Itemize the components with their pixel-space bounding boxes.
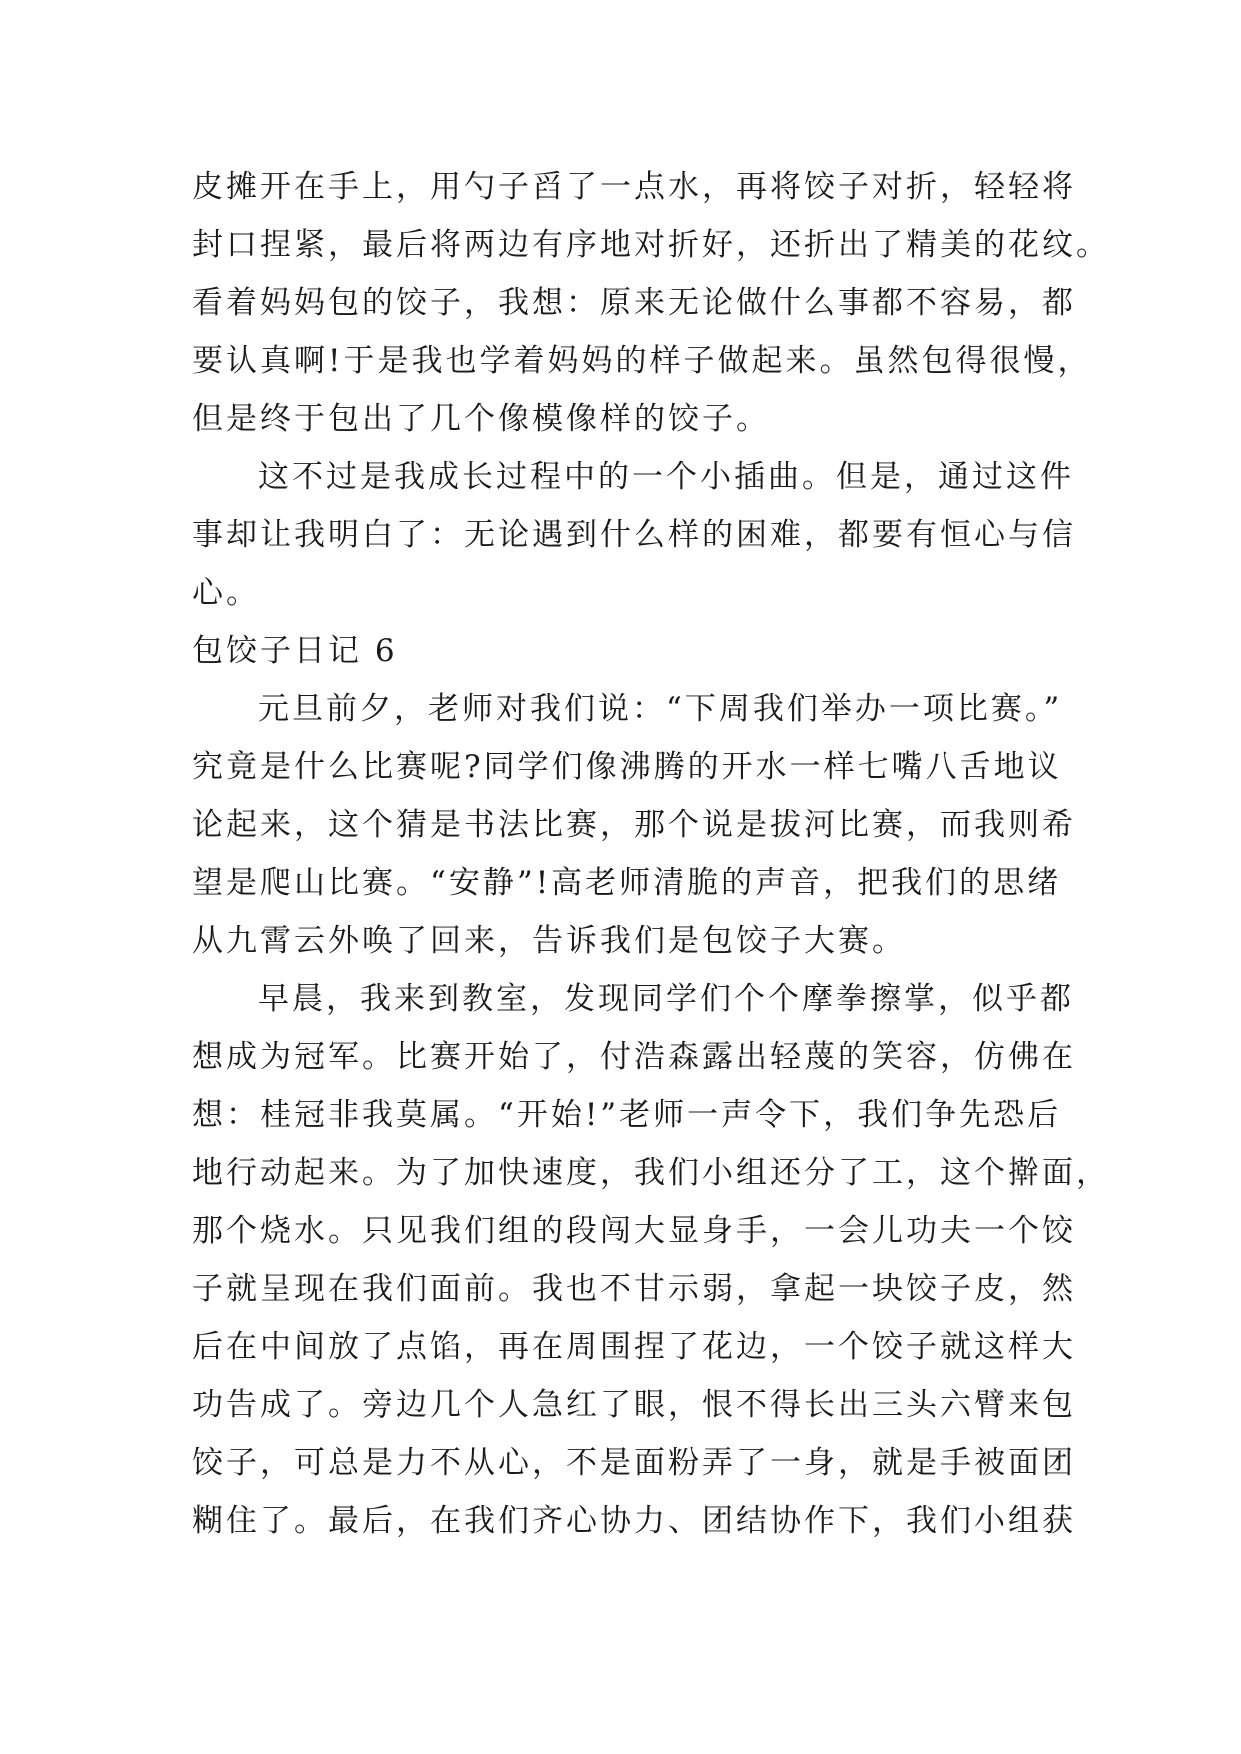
text-line: 望是爬山比赛。“安静”!高老师清脆的声音，把我们的思绪	[192, 865, 1062, 901]
text-line: 功告成了。旁边几个人急红了眼，恨不得长出三头六臂来包	[192, 1387, 1076, 1423]
text-line: 论起来，这个猜是书法比赛，那个说是拔河比赛，而我则希	[192, 807, 1076, 843]
text-line: 子就呈现在我们面前。我也不甘示弱，拿起一块饺子皮，然	[192, 1271, 1076, 1307]
text-line: 要认真啊!于是我也学着妈妈的样子做起来。虽然包得很慢，	[192, 343, 1092, 379]
text-line: 究竟是什么比赛呢?同学们像沸腾的开水一样七嘴八舌地议	[192, 749, 1062, 785]
text-line: 糊住了。最后，在我们齐心协力、团结协作下，我们小组获	[192, 1503, 1076, 1539]
text-line: 看着妈妈包的饺子，我想：原来无论做什么事都不容易，都	[192, 285, 1076, 321]
text-line: 地行动起来。为了加快速度，我们小组还分了工，这个擀面，	[192, 1155, 1110, 1191]
text-line: 心。	[192, 575, 260, 611]
text-line: 事却让我明白了：无论遇到什么样的困难，都要有恒心与信	[192, 517, 1076, 553]
document-body	[192, 158, 1110, 1550]
text-line: 封口捏紧，最后将两边有序地对折好，还折出了精美的花纹。	[192, 227, 1110, 263]
text-line: 饺子，可总是力不从心，不是面粉弄了一身，就是手被面团	[192, 1445, 1076, 1481]
text-line: 那个烧水。只见我们组的段闯大显身手，一会儿功夫一个饺	[192, 1213, 1076, 1249]
text-line: 想：桂冠非我莫属。“开始!”老师一声令下，我们争先恐后	[192, 1097, 1062, 1133]
text-line: 皮摊开在手上，用勺子舀了一点水，再将饺子对折，轻轻将	[192, 169, 1076, 205]
paragraph-first-line: 早晨，我来到教室，发现同学们个个摩拳擦掌，似乎都	[258, 981, 1074, 1017]
section-heading: 包饺子日记 6	[192, 633, 398, 669]
paragraph-first-line: 这不过是我成长过程中的一个小插曲。但是，通过这件	[258, 459, 1074, 495]
text-line: 从九霄云外唤了回来，告诉我们是包饺子大赛。	[192, 923, 906, 959]
text-line: 想成为冠军。比赛开始了，付浩森露出轻蔑的笑容，仿佛在	[192, 1039, 1076, 1075]
text-line: 后在中间放了点馅，再在周围捏了花边，一个饺子就这样大	[192, 1329, 1076, 1365]
text-line: 但是终于包出了几个像模像样的饺子。	[192, 401, 770, 437]
paragraph-first-line: 元旦前夕，老师对我们说：“下周我们举办一项比赛。”	[258, 691, 1063, 727]
